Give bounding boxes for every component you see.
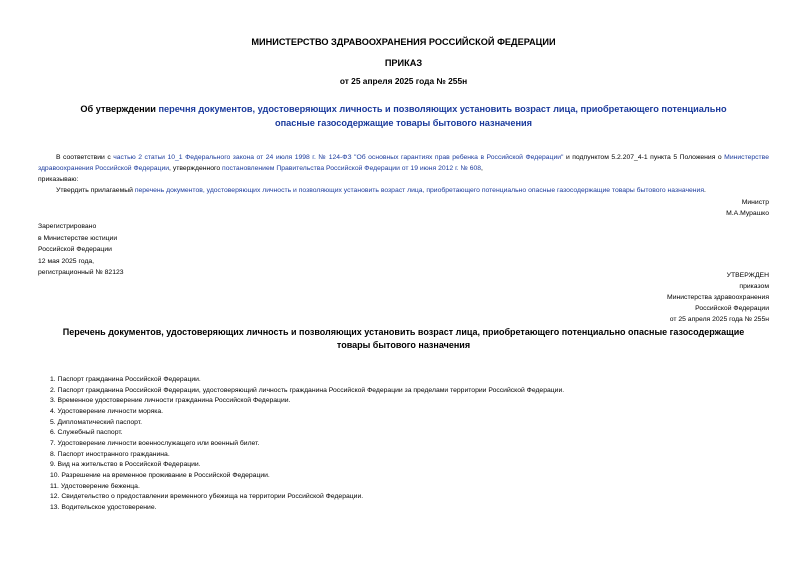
order-title-prefix: Об утверждении [80,104,159,114]
signature-position: Министр [741,199,769,206]
preamble-text-1: В соответствии с [56,154,114,161]
list-item: 3. Временное удостоверение личности гражданина Российской Федерации. [50,397,291,405]
federal-law-link[interactable]: частью 2 статьи 10_1 Федерального закона от 24 июля 1998 г. № 124-ФЗ "Об основных гарантиях прав ребенка в Российской Федерации" [113,154,564,161]
list-item: 13. Водительское удостоверение. [50,503,157,511]
document-date-number: от 25 апреля 2025 года № 255н [339,76,468,86]
registration-line-1: Зарегистрировано [38,223,97,230]
ministry-regulation-link[interactable]: Министерстве здравоохранения Российской Федерации [38,154,769,172]
list-item: 4. Удостоверение личности моряка. [50,407,164,415]
list-item: 8. Паспорт иностранного гражданина. [50,450,170,458]
ministry-heading: МИНИСТЕРСТВО ЗДРАВООХРАНЕНИЯ РОССИЙСКОЙ ФЕДЕРАЦИИ [251,37,556,47]
approved-block [667,270,769,325]
list-title: Перечень документов, удостоверяющих личность и позволяющих установить возраст лица, приобретающего потенциально опасные газосодержащие товары бытового назначения [62,327,745,350]
approved-line-2: приказом [739,283,769,290]
list-item: 6. Служебный паспорт. [50,429,123,437]
approve-paragraph [56,186,769,197]
list-item: 10. Разрешение на временное проживание в Российской Федерации. [50,471,270,479]
list-item: 9. Вид на жительство в Российской Федерации. [50,461,201,469]
registration-line-4: 12 мая 2025 года, [38,257,95,265]
approve-list-link[interactable]: перечень документов, удостоверяющих личность и позволяющих установить возраст лица, приобретающего потенциально опасные газосодержащие товары бытового назначения [134,187,705,194]
list-item: 7. Удостоверение личности военнослужащего или военный билет. [50,439,260,447]
order-title-link[interactable]: перечня документов, удостоверяющих личность и позволяющих установить возраст лица, приобретающего потенциально опасные газосодержащие товары бытового назначения [158,104,727,128]
preamble-text-3: , утвержденного [169,164,223,172]
list-item: 11. Удостоверение беженца. [50,482,140,490]
list-item: 12. Свидетельство о предоставлении временного убежища на территории Российской Федерации. [50,493,364,501]
approve-suffix: . [704,187,706,194]
approved-line-5: от 25 апреля 2025 года № 255н [669,316,769,323]
government-decree-link[interactable]: постановлением Правительства Российской Федерации от 19 июня 2012 г. № 608 [222,164,482,172]
orders-word: приказываю: [38,176,79,183]
registration-line-5: регистрационный № 82123 [38,269,124,277]
signature-name: М.А.Мурашко [726,210,769,217]
list-item: 1. Паспорт гражданина Российской Федерации. [50,376,201,383]
approved-line-3: Министерства здравоохранения [667,294,769,301]
document-list [50,375,564,514]
approved-line-4: Российской Федерации [695,305,769,312]
registration-block [38,221,124,279]
list-item: 2. Паспорт гражданина Российской Федерации, удостоверяющий личность гражданина Российской Федерации за пределами территории Российской Федерации. [50,386,565,394]
preamble-text-2: и подпунктом 5.2.207_4-1 пункта 5 Положения о [563,154,725,161]
preamble-text-4: , [481,164,483,172]
signature-block [726,197,769,219]
approved-line-1: УТВЕРЖДЕН [726,272,769,279]
order-title [60,103,747,130]
registration-line-2: в Министерстве юстиции [38,234,118,242]
document-type: ПРИКАЗ [384,58,423,68]
approve-prefix: Утвердить прилагаемый [56,187,135,194]
preamble-paragraph [38,153,769,174]
list-item: 5. Дипломатический паспорт. [50,418,143,426]
registration-line-3: Российской Федерации [38,246,112,254]
